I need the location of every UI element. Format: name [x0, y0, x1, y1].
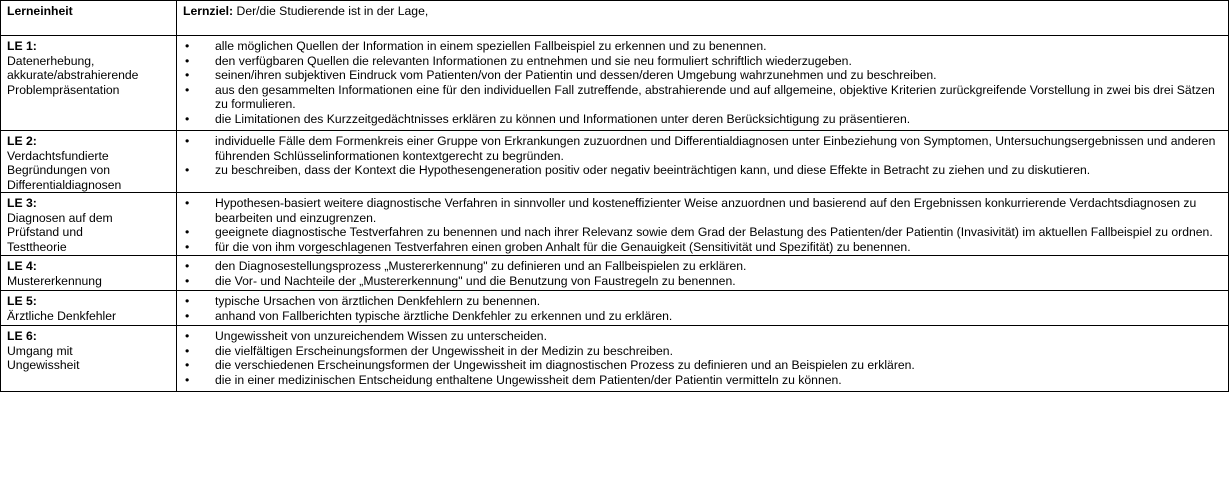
list-item [183, 259, 1222, 274]
unit-id: LE 6: [7, 329, 37, 343]
bullet-icon: • [185, 372, 190, 387]
list-item [183, 39, 1222, 54]
bullet-icon: • [185, 163, 190, 177]
goal-text: die Vor- und Nachteile der „Mustererkennung" und die Benutzung von Faustregeln zu benennen. [215, 273, 736, 288]
bullet-icon: • [185, 68, 190, 82]
goal-list [183, 134, 1222, 178]
unit-id: LE 2: [7, 134, 37, 148]
unit-id: LE 3: [7, 196, 37, 210]
goal-list [183, 329, 1222, 387]
table-row [1, 131, 1229, 193]
unit-title: Verdachtsfundierte Begründungen von Differentialdiagnosen [7, 148, 122, 192]
list-item [183, 240, 1222, 255]
goals-cell [177, 131, 1229, 193]
list-item [183, 83, 1222, 112]
unit-title: Ärztliche Denkfehler [7, 308, 117, 323]
table-body [1, 36, 1229, 392]
bullet-icon: • [185, 39, 190, 53]
goal-text: aus den gesammelten Informationen eine für den individuellen Fall zutreffende, abstrahierende und auf allgemeine, objektive Kriterien zurückgreifende Vorstellung in zwei bis drei Sätzen zu formulieren. [215, 82, 1215, 111]
goal-text: alle möglichen Quellen der Information in einem speziellen Fallbeispiel zu erkennen und zu benennen. [215, 39, 767, 53]
list-item [183, 134, 1222, 163]
goals-cell [177, 256, 1229, 291]
table-header-row [1, 1, 1229, 36]
goal-text: Hypothesen-basiert weitere diagnostische Verfahren in sinnvoller und kosteneffizienter Weise anzuordnen und basierend auf den Ergebnissen konkurrierende Verdachtsdiagnosen zu bearbeiten und einzugrenzen. [215, 196, 1197, 225]
goal-text: typische Ursachen von ärztlichen Denkfehlern zu benennen. [215, 294, 541, 308]
goal-text: Ungewissheit von unzureichendem Wissen zu unterscheiden. [215, 329, 547, 343]
bullet-icon: • [185, 196, 190, 210]
unit-cell [1, 291, 177, 326]
bullet-icon: • [185, 358, 190, 372]
list-item [183, 196, 1222, 225]
bullet-icon: • [185, 53, 190, 68]
unit-title: Datenerhebung, akkurate/abstrahierende Problempräsentation [7, 53, 139, 97]
list-item [183, 344, 1222, 359]
unit-cell [1, 131, 177, 193]
goals-cell [177, 193, 1229, 256]
goal-text: die verschiedenen Erscheinungsformen der Ungewissheit im diagnostischen Prozess zu definieren und an Beispielen zu erklären. [215, 358, 915, 372]
unit-cell [1, 256, 177, 291]
goals-cell [177, 326, 1229, 392]
bullet-icon: • [185, 343, 190, 358]
list-item [183, 163, 1222, 178]
unit-title: Mustererkennung [7, 273, 102, 288]
list-item [183, 329, 1222, 344]
bullet-icon: • [185, 259, 190, 273]
goal-text: anhand von Fallberichten typische ärztliche Denkfehler zu erkennen und zu erklären. [215, 308, 673, 323]
goal-list [183, 196, 1222, 254]
goal-list [183, 39, 1222, 126]
goal-text: für die von ihm vorgeschlagenen Testverfahren einen groben Anhalt für die Genauigkeit (Sensitivität und Spezifität) zu benennen. [215, 239, 911, 254]
goal-text: geeignete diagnostische Testverfahren zu benennen und nach ihrer Relevanz sowie dem Grad der Belastung des Patienten/der Patientin (Invasivität) im aktuellen Fallbeispiel zu ordnen. [215, 225, 1213, 239]
unit-cell [1, 326, 177, 392]
list-item [183, 274, 1222, 289]
table-row [1, 36, 1229, 131]
list-item [183, 373, 1222, 388]
goal-text: die Limitationen des Kurzzeitgedächtnisses erklären zu können und Informationen unter deren Berücksichtigung zu präsentieren. [215, 111, 911, 126]
list-item [183, 112, 1222, 127]
table-row [1, 193, 1229, 256]
bullet-icon: • [185, 308, 190, 323]
list-item [183, 54, 1222, 69]
header-lernziel [177, 1, 1229, 36]
list-item [183, 294, 1222, 309]
bullet-icon: • [185, 239, 190, 254]
goal-text: seinen/ihren subjektiven Eindruck vom Patienten/von der Patientin und dessen/deren Umgebung wahrzunehmen und zu beschreiben. [215, 68, 937, 82]
goal-text: die in einer medizinischen Entscheidung enthaltene Ungewissheit dem Patienten/der Patientin vermitteln zu können. [215, 372, 842, 387]
goal-list [183, 294, 1222, 323]
list-item [183, 225, 1222, 240]
unit-title: Diagnosen auf dem Prüfstand und Testtheorie [7, 210, 113, 254]
bullet-icon: • [185, 294, 190, 308]
goal-text: individuelle Fälle dem Formenkreis einer Gruppe von Erkrankungen zuzuordnen und Differentialdiagnosen unter Einbeziehung von Symptomen, Untersuchungsergebnissen und anderen führenden Schlüsselinformationen kontextgerecht zu begründen. [215, 134, 1216, 163]
header-lerneinheit [1, 1, 177, 36]
list-item [183, 358, 1222, 373]
list-item [183, 309, 1222, 324]
bullet-icon: • [185, 82, 190, 97]
bullet-icon: • [185, 134, 190, 148]
unit-id: LE 1: [7, 39, 37, 53]
table-row [1, 291, 1229, 326]
header-lernziel-text: Der/die Studierende ist in der Lage, [233, 4, 429, 18]
bullet-icon: • [185, 329, 190, 343]
bullet-icon: • [185, 225, 190, 239]
goal-text: den Diagnosestellungsprozess „Mustererkennung" zu definieren und an Fallbeispielen zu erklären. [215, 259, 747, 273]
goals-cell [177, 291, 1229, 326]
header-lernziel-label: Lernziel: [183, 4, 234, 18]
bullet-icon: • [185, 273, 190, 288]
unit-id: LE 4: [7, 259, 37, 273]
unit-cell [1, 193, 177, 256]
table-row [1, 256, 1229, 291]
goal-list [183, 259, 1222, 288]
unit-title: Umgang mit Ungewissheit [7, 343, 80, 372]
table-row [1, 326, 1229, 392]
unit-id: LE 5: [7, 294, 37, 308]
header-lerneinheit-label: Lerneinheit [7, 4, 73, 18]
goal-text: zu beschreiben, dass der Kontext die Hypothesengeneration positiv oder negativ beeinträchtigen kann, und diese Effekte in Betracht zu ziehen und zu diskutieren. [215, 163, 1091, 177]
goal-text: die vielfältigen Erscheinungsformen der Ungewissheit in der Medizin zu beschreiben. [215, 343, 673, 358]
goals-cell [177, 36, 1229, 131]
goal-text: den verfügbaren Quellen die relevanten Informationen zu entnehmen und sie neu formuliert schriftlich wiederzugeben. [215, 53, 852, 68]
list-item [183, 68, 1222, 83]
unit-cell [1, 36, 177, 131]
bullet-icon: • [185, 111, 190, 126]
